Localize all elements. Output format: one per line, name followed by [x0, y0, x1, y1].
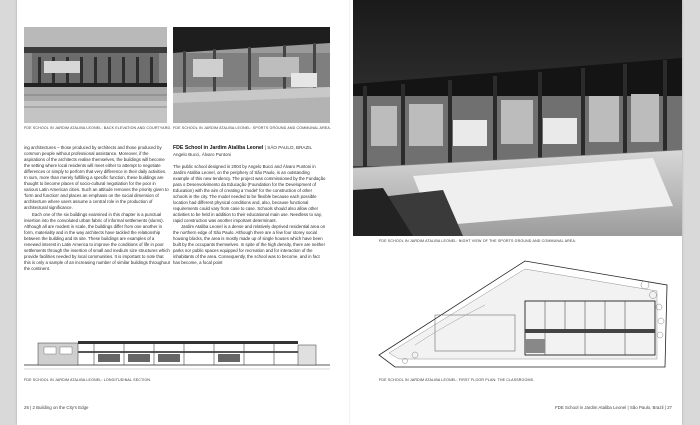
right-paragraph: Jardim Ataliba Leonel is a dense and relatively deprived residential area on the northern edge of São Paulo. Although there are a few four storey social housing blocks, the area is mostly made up of single houses which have been built by the occupants themselves. In spite of the high density, there are neither parks nor public spaces equipped for recreation and for interaction of the inhabitants of the area. Consequently, the school was to become, and in fact has become, a focal point	[173, 224, 326, 266]
photo-sports-ground	[173, 27, 330, 123]
right-paragraph: The public school designed in 2004 by Angelo Bucci and Álvaro Puntoni in Jardim Ataliba Leonel, on the periphery of São Paulo, is an outstanding example of this new tendency. The project was commissioned by the Fundação para o Desenvolvimento da Educação (Foundation for the Development of Education) with the aim of creating a 'model' for the construction of other schools in the city. The model needed to be flexible because each possible location had different physical conditions and, also, because functional requirements could vary from case to case. Schools should also allow other activities to be held in addition to their educational main use. Needless to say, rapid construction was another important determinant.	[173, 163, 326, 224]
photo-back-elevation	[24, 27, 167, 123]
caption-plan: FDE SCHOOL IN JARDIM ATALIBA LEONEL: FIRST FLOOR PLAN: THE CLASSROOMS.	[379, 378, 535, 382]
left-paragraph: ing architectures – those produced by architects and those produced by common people without professional assistance. Moreover, if the aspirations of the architects realise themselves, the buildings will become the setting where local residents will meet either to attempt to negotiate differences or simply to perform that very difference in their daily activities. In sum, more than merely fulfilling a specific function, these buildings are thought to become places of socio-cultural negotiation for the poor in various Latin American cities. Such an attitude removes the priority given to 'form and function' and places an emphasis on the social dimension of architecture where users assume a central role in the production of architectural significance.	[24, 145, 169, 211]
caption-photo1: FDE SCHOOL IN JARDIM ATALIBA LEONEL: BACK ELEVATION AND COURTYARD.	[24, 126, 172, 130]
photo-night-view	[353, 0, 682, 236]
caption-photo2: FDE SCHOOL IN JARDIM ATALIBA LEONEL: SPORTS GROUND AND COMMUNAL AREA.	[173, 126, 332, 130]
longitudinal-section-drawing	[24, 335, 330, 375]
footer-left: 26 | 2 Building on the City's Edge	[24, 405, 89, 410]
caption-section: FDE SCHOOL IN JARDIM ATALIBA LEONEL: LONGITUDINAL SECTION.	[24, 378, 152, 382]
book-spread	[17, 0, 682, 425]
caption-photo3: FDE SCHOOL IN JARDIM ATALIBA LEONEL: NIGHT VIEW OF THE SPORTS GROUND AND COMMUNAL AREA.	[379, 239, 577, 243]
article-heading	[173, 145, 327, 152]
floor-plan-drawing	[375, 255, 669, 370]
left-paragraph: Each one of the six buildings examined in this chapter is a punctual insertion into the convoluted urban fabric of informal settlements (slums). Although all are modest in scale, the buildings differ from one another in form, materiality and in the way architects have tackled the relationship between the building and its site. These buildings are examples of a renewed interest in Latin America to improve the conditions of life in poor settlements through the insertion of small and medium size structures which provide facilities needed by local communities. It is important to note that this is only a sample of an increasing number of similar buildings throughout the continent.	[24, 211, 170, 271]
right-text-column	[173, 145, 327, 267]
footer-right: FDE School in Jardim Ataliba Leonel | São Paulo, Brazil | 27	[555, 405, 672, 410]
article-authors: Angelo Bucci, Álvaro Puntoni	[173, 151, 232, 157]
left-text-column	[24, 145, 170, 272]
heading-location: | SÃO PAULO, BRAZIL	[264, 145, 313, 150]
heading-title: FDE School in Jardim Ataliba Leonel	[173, 145, 264, 151]
page-gutter	[349, 0, 351, 425]
